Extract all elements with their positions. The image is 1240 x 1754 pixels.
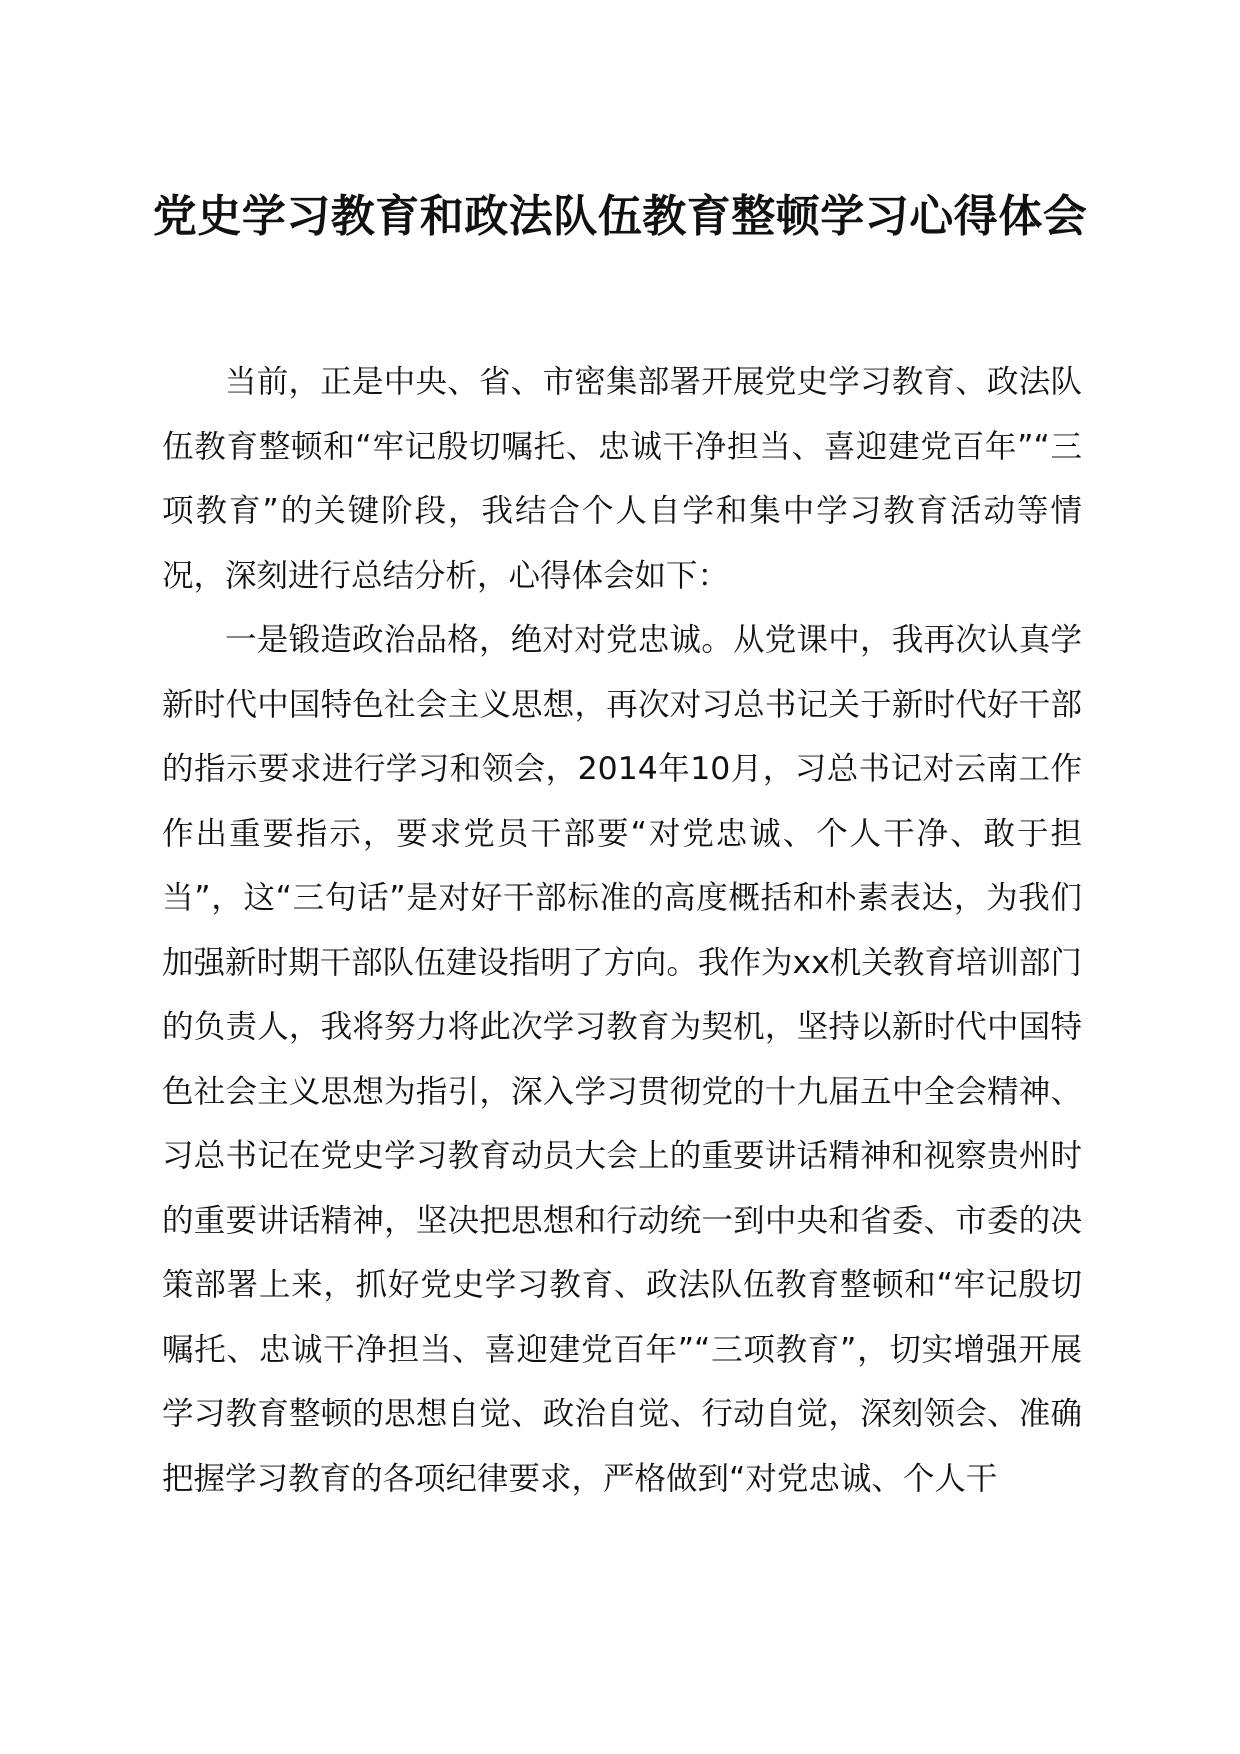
paragraph-point-one: 一是锻造政治品格，绝对对党忠诚。从党课中，我再次认真学新时代中国特色社会主义思想，再次对习总书记关于新时代好干部的指示要求进行学习和领会，2014年10月，习总书记对云南工作作出重要指示，要求党员干部要“对党忠诚、个人干净、敢于担当”，这“三句话”是对好干部标准的高度概括和朴素表达，为我们加强新时期干部队伍建设指明了方向。我作为xx机关教育培训部门的负责人，我将努力将此次学习教育为契机，坚持以新时代中国特色社会主义思想为指引，深入学习贯彻党的十九届五中全会精神、习总书记在党史学习教育动员大会上的重要讲话精神和视察贵州时的重要讲话精神，坚决把思想和行动统一到中央和省委、市委的决策部署上来，抓好党史学习教育、政法队伍教育整顿和“牢记殷切嘱托、忠诚干净担当、喜迎建党百年”“三项教育”，切实增强开展学习教育整顿的思想自觉、政治自觉、行动自觉，深刻领会、准确把握学习教育的各项纪律要求，严格做到“对党忠诚、个人干 bbox=[162, 622, 1082, 1497]
document-body bbox=[162, 350, 1082, 1511]
paragraph-intro: 当前，正是中央、省、市密集部署开展党史学习教育、政法队伍教育整顿和“牢记殷切嘱托、忠诚干净担当、喜迎建党百年”“三项教育”的关键阶段，我结合个人自学和集中学习教育活动等情况，深刻进行总结分析，心得体会如下： bbox=[162, 364, 1082, 594]
document-title: 党史学习教育和政法队伍教育整顿学习心得体会 bbox=[152, 191, 1088, 242]
